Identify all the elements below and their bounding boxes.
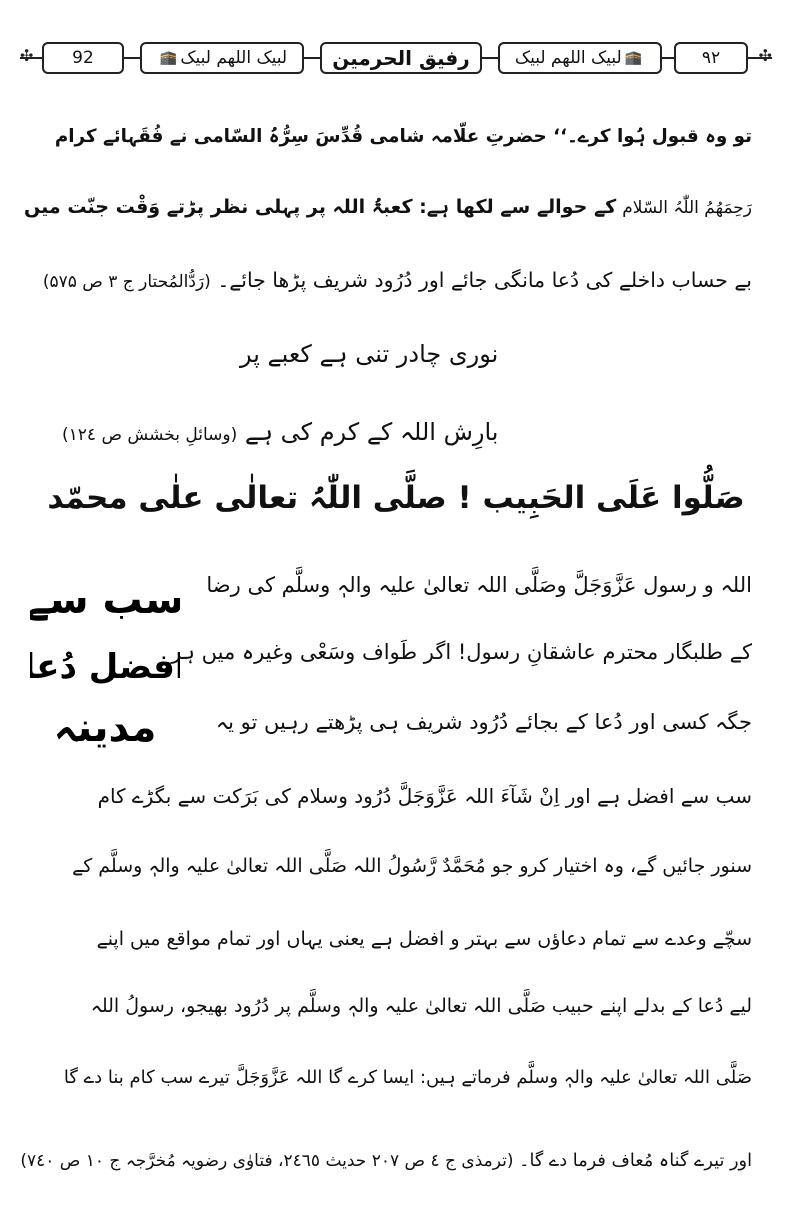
calligraphy-line3: مدینہ [53, 705, 157, 751]
ornament-icon: ✣ [758, 46, 772, 65]
poem-line2-text: بارِش اللہ کے کرم کی ہے [244, 418, 499, 446]
reference: (وسائلِ بخشش ص ۱۲٤) [62, 425, 238, 445]
poem-line1: نوری چادر تنی ہے کعبے پر [240, 340, 499, 368]
paragraph2-line7: لیے دُعا کے بدلے اپنے حبیب صَلَّی اللہ تعالیٰ علیہ والہٖ وسلَّم پر دُرُود بھیجو، رسولُ اللہ [90, 995, 752, 1017]
page-title: رفیق الحرمین [320, 42, 482, 74]
labbaik-label-right: لبیک اللھم لبیک 🕋 [498, 42, 662, 74]
page-number-latin: 92 [42, 42, 124, 74]
paragraph1-line3 [43, 268, 752, 292]
paragraph2-line9-text: اور تیرے گناہ مُعاف فرما دے گا۔ [519, 1151, 752, 1171]
calligraphy-line1: سب سے [30, 577, 180, 623]
reference: (ترمذی ج ٤ ص ۲۰۷ حدیث ۲٤٦٥، فتاوٰی رضویہ مُخرَّجہ ج ۱۰ ص ۷٤۰) [20, 1151, 514, 1171]
kaaba-icon: 🕋 [624, 50, 643, 66]
paragraph2-line1: اللہ و رسول عَزَّوَجَلَّ وصَلَّی اللہ تعالیٰ علیہ والہٖ وسلَّم کی رضا [206, 573, 752, 597]
honorific: رَحِمَھُمُ اللّٰہُ السّلام [622, 198, 752, 218]
calligraphy-block [30, 553, 180, 753]
paragraph2-line4: سب سے افضل ہے اور اِنْ شَآءَ اللہ عَزَّوَجَلَّ دُرُود وسلام کی بَرَکت سے بگڑے کام [97, 784, 752, 808]
paragraph1-line2-text: کے حوالے سے لکھا ہے: کعبۃُ اللہ پر پہلی نظر پڑتے وَقْت جنّت میں [24, 196, 617, 218]
calligraphy-art [30, 553, 180, 753]
paragraph1-line3-text: بے حساب داخلے کی دُعا مانگی جائے اور دُرُود شریف پڑھا جائے۔ [217, 268, 752, 292]
paragraph1-line2 [24, 196, 752, 218]
reference: (رَدُّالمُحتار ج ۳ ص ۵۷۵) [42, 272, 211, 292]
paragraph2-line2: کے طلبگار محترم عاشقانِ رسول! اگر طَواف وسَعْی وغیرہ میں ہر [171, 640, 752, 664]
poem-line2 [62, 418, 498, 446]
paragraph2-line3: جگہ کسی اور دُعا کے بجائے دُرُود شریف ہی پڑھتے رہیں تو یہ [215, 710, 752, 734]
durood-heading: صَلُّوا عَلَی الحَبِیب ! صلَّی اللّٰہُ تعالٰی علٰی محمّد [47, 480, 745, 516]
paragraph1-line1: تو وہ قبول ہُوا کرے۔‘‘ حضرتِ علّامہ شامی قُدِّسَ سِرُّہُ السّامی نے فُقَہائے کرام [54, 126, 752, 147]
page-number-urdu: ۹۲ [674, 42, 748, 74]
paragraph2-line6: سچّے وعدے سے تمام دعاؤں سے بہتر و افضل ہے یعنی یہاں اور تمام مواقع میں اپنے [96, 928, 752, 950]
page-header [20, 38, 772, 76]
ornament-icon: ✣ [20, 46, 34, 65]
paragraph2-line9 [20, 1150, 752, 1171]
labbaik-label-left: 🕋 لبیک اللھم لبیک [140, 42, 304, 74]
kaaba-icon: 🕋 [159, 50, 178, 66]
calligraphy-line2: افضل دُعا [30, 647, 180, 687]
paragraph2-line5: سنور جائیں گے، وہ اختیار کرو جو مُحَمَّدٌ رَّسُولُ اللہ صَلَّی اللہ تعالیٰ علیہ والہٖ وسلَّم کے [72, 855, 752, 877]
paragraph2-line8: صَلَّی اللہ تعالیٰ علیہ والہٖ وسلَّم فرماتے ہیں: ایسا کرے گا اللہ عَزَّوَجَلَّ تیرے سب کام بنا دے گا [63, 1067, 752, 1088]
